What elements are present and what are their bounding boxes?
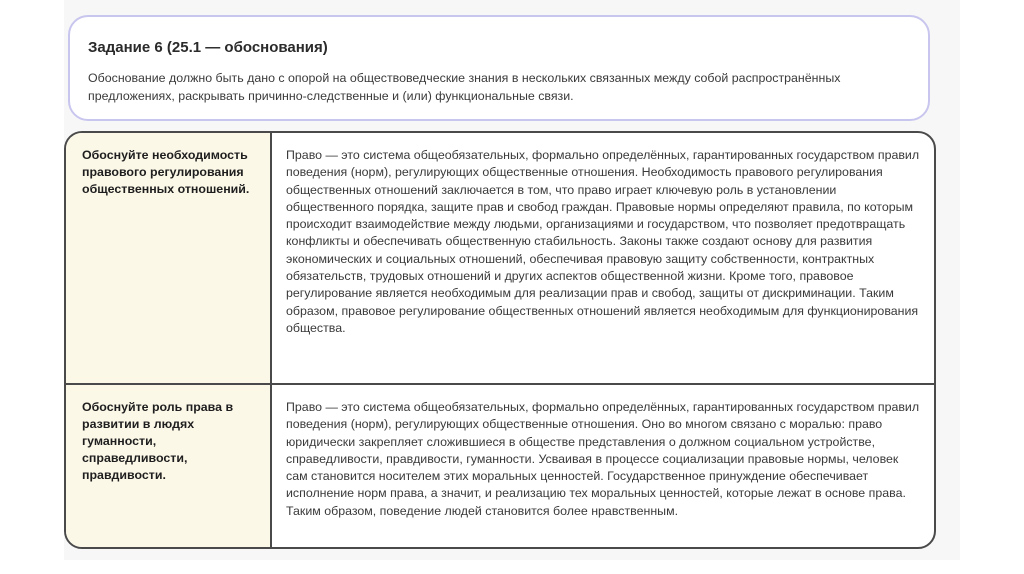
question-cell: Обоснуйте роль права в развитии в людях гуманности, справедливости, правдивости. — [66, 385, 272, 547]
table-row — [66, 385, 934, 547]
task-header-box — [68, 15, 930, 121]
task-description: Обоснование должно быть дано с опорой на обществоведческие знания в нескольких связанных между собой распространённых предложениях, раскрывать причинно-следственные и (или) функциональные связи. — [88, 71, 841, 103]
answers-table — [64, 131, 936, 549]
answer-cell: Право — это система общеобязательных, формально определённых, гарантированных государством правил поведения (норм), регулирующих общественные отношения. Необходимость правового регулирования общественных отношений заключается в том, что право играет ключевую роль в установлении общественного порядка, защите прав и свобод граждан. Правовые нормы определяют правила, по которым происходит взаимодействие между людьми, организациями и государством, что позволяет предотвращать конфликты и обеспечивать общественную стабильность. Законы также создают основу для развития экономических и социальных отношений, обеспечивая правовую защиту собственности, контрактных обязательств, трудовых отношений и других аспектов общественной жизни. Кроме того, правовое регулирование является необходимым для реализации прав и свобод, защиты от дискриминации. Таким образом, правовое регулирование общественных отношений является необходимым для функционирования общества. — [286, 148, 920, 335]
answer-cell: Право — это система общеобязательных, формально определённых, гарантированных государством правил поведения (норм), регулирующих общественные отношения. Оно во многом связано с моралью: право юридически закрепляет сложившиеся в обществе представления о должном социальном устройстве, справедливости, правдивости, гуманности. Усваивая в процессе социализации правовые нормы, человек сам становится носителем этих моральных ценностей. Государственное принуждение обеспечивает исполнение норм права, а значит, и реализацию тех моральных ценностей, которые лежат в основе права. Таким образом, поведение людей становится более нравственным. — [286, 400, 920, 518]
task-title: Задание 6 (25.1 — обоснования) — [88, 39, 328, 56]
table-row — [66, 133, 934, 385]
question-cell: Обоснуйте необходимость правового регулирования общественных отношений. — [66, 133, 272, 383]
